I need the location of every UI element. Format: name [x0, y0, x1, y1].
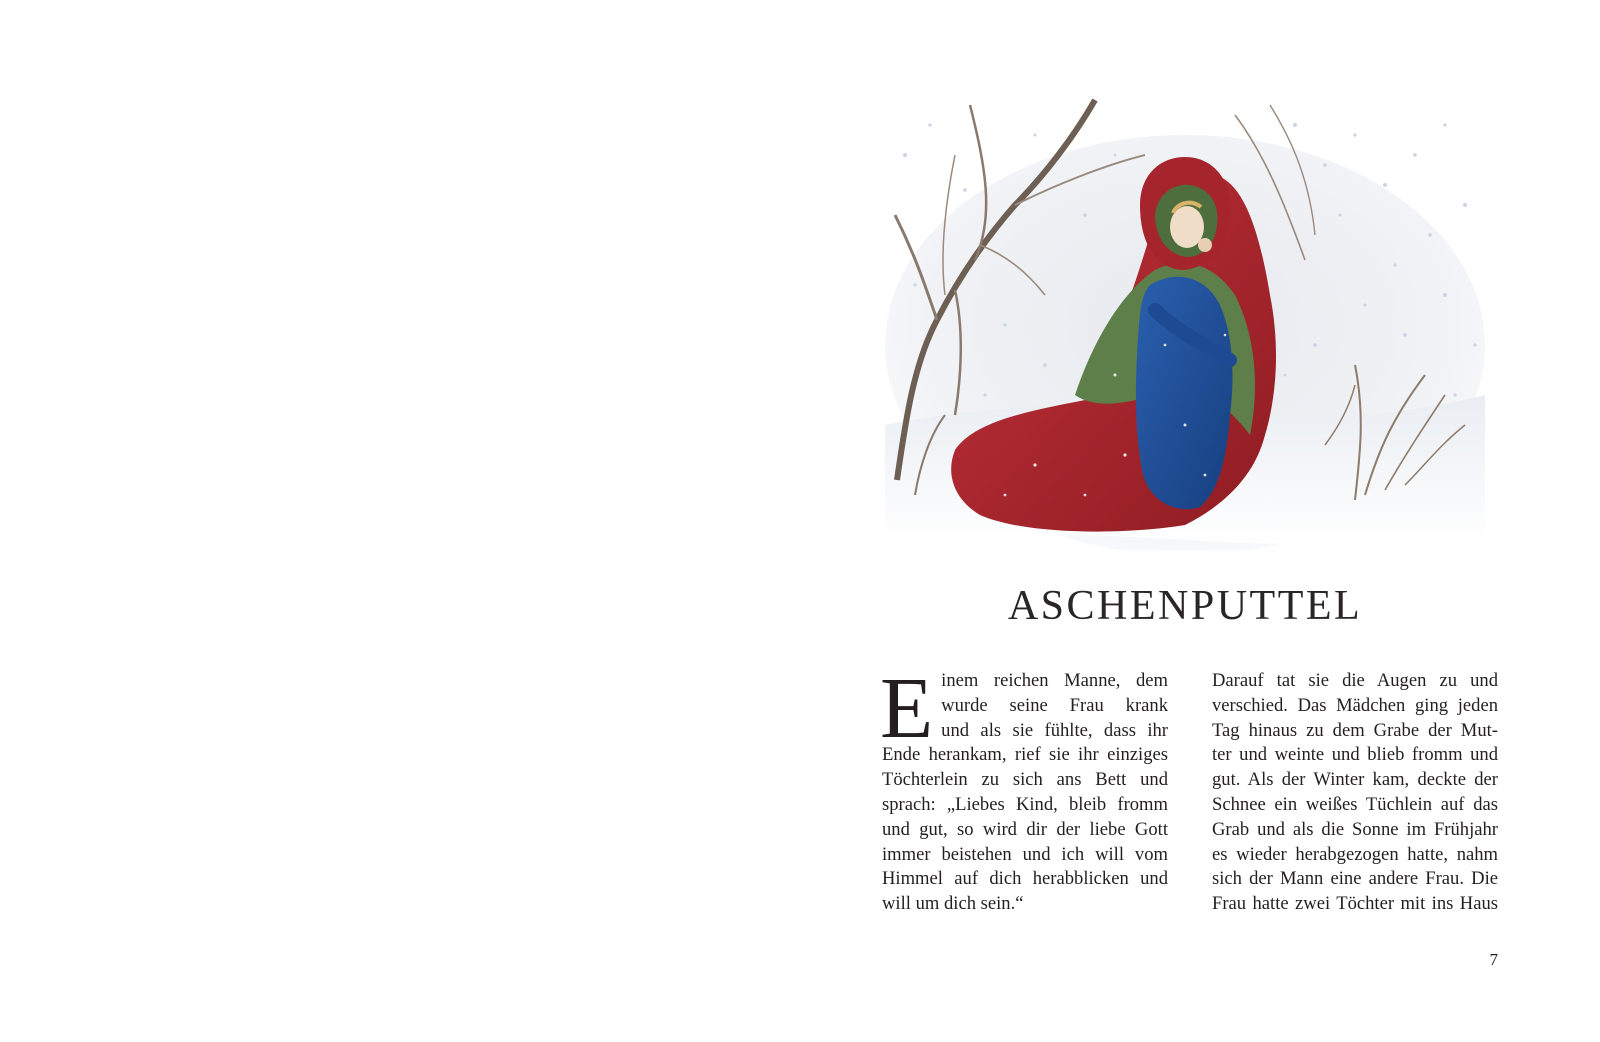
text-line: Töchterlein zu sich ans Bett und — [882, 769, 1168, 791]
text-line: Ende herankam, rief sie ihr einziges — [882, 744, 1168, 766]
text-line: es wieder herabgezogen hatte, nahm — [1212, 843, 1498, 865]
story-title: ASCHENPUTTEL — [1007, 583, 1363, 629]
drop-cap: E — [880, 659, 934, 756]
winter-girl-illustration — [885, 95, 1485, 550]
text-line: sich der Mann eine andere Frau. Die — [1212, 868, 1498, 890]
text-line: ter und weinte und blieb fromm und — [1212, 744, 1498, 766]
text-line: Frau hatte zwei Töchter mit ins Haus — [1212, 893, 1498, 915]
text-column-left — [880, 659, 1168, 917]
text-line: und gut, so wird dir der liebe Gott — [882, 818, 1168, 840]
text-line: Darauf tat sie die Augen zu und — [1212, 670, 1498, 691]
text-line: wurde seine Frau krank — [941, 694, 1168, 716]
text-line: Grab und als die Sonne im Frühjahr — [1212, 818, 1498, 840]
text-line: sprach: „Liebes Kind, bleib fromm — [882, 793, 1168, 815]
text-line: will um dich sein.“ — [882, 893, 1024, 915]
text-line: Tag hinaus zu dem Grabe der Mut- — [1212, 719, 1498, 741]
text-line: inem reichen Manne, dem — [941, 670, 1168, 691]
text-line: verschied. Das Mädchen ging jeden — [1212, 694, 1498, 716]
text-line: und als sie fühlte, dass ihr — [941, 719, 1168, 741]
text-line: Himmel auf dich herabblicken und — [882, 868, 1168, 890]
text-line: gut. Als der Winter kam, deckte der — [1212, 769, 1498, 791]
text-line: Schnee ein weißes Tüchlein auf das — [1212, 793, 1498, 815]
page-number: 7 — [1489, 950, 1498, 969]
text-line: immer beistehen und ich will vom — [882, 843, 1168, 865]
text-column-right — [1212, 669, 1498, 917]
